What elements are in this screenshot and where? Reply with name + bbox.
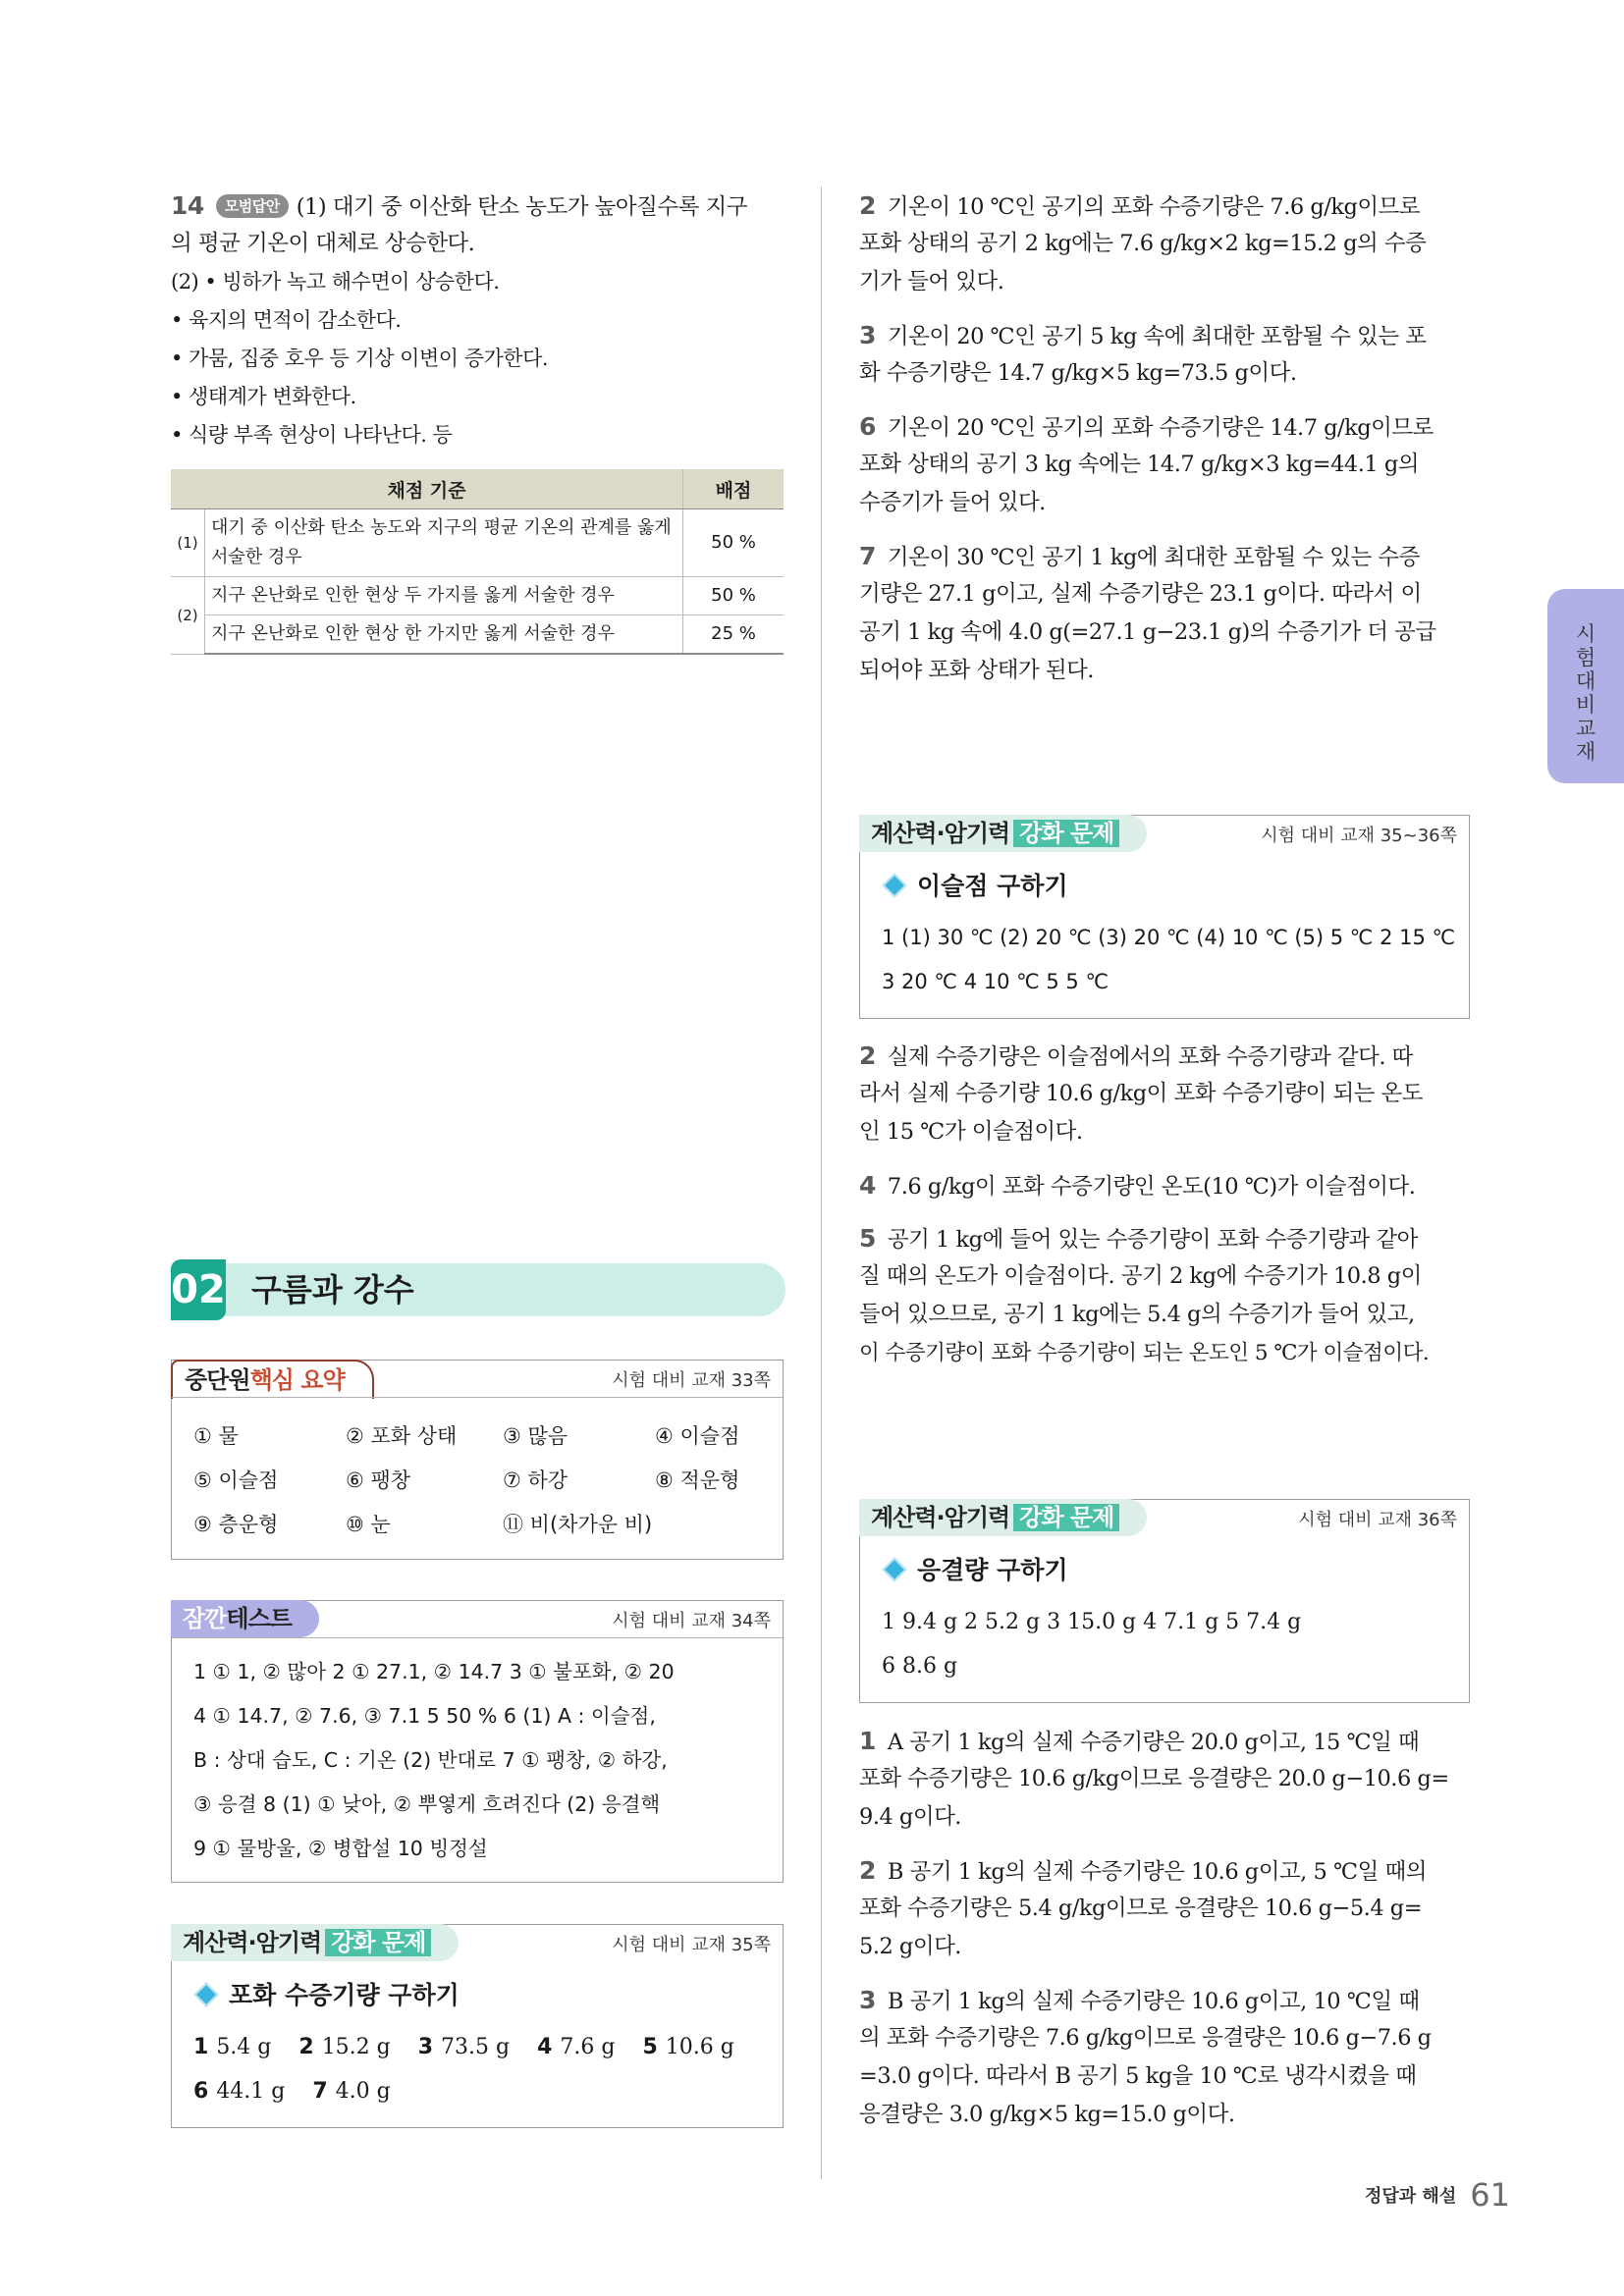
answer-line: 4 ① 14.7, ② 7.6, ③ 7.1 5 50 % 6 (1) A : 이슬점, xyxy=(193,1704,656,1728)
footer-label: 정답과 해설 xyxy=(1365,2186,1457,2207)
calc-practice-box xyxy=(171,1924,784,2128)
practice-subtitle: 이슬점 구하기 xyxy=(880,867,1068,902)
condensation-box xyxy=(859,1499,1470,1703)
textbook-reference: 시험 대비 교재 36쪽 xyxy=(1298,1510,1457,1530)
page-footer xyxy=(1365,2176,1510,2214)
answer-row: 6 8.6 g xyxy=(882,1654,958,1679)
answer-row: 3 20 ℃ 4 10 ℃ 5 5 ℃ xyxy=(882,970,1110,993)
textbook-reference: 시험 대비 교재 35~36쪽 xyxy=(1261,826,1457,846)
textbook-reference: 시험 대비 교재 33쪽 xyxy=(612,1370,771,1391)
textbook-reference: 시험 대비 교재 34쪽 xyxy=(612,1611,771,1631)
model-answer-badge: 모범답안 xyxy=(216,194,289,218)
answer-line: • 가뭄, 집중 호우 등 기상 이변이 증가한다. xyxy=(171,347,549,370)
section-title: 구름과 강수 xyxy=(251,1271,414,1308)
summary-box: 중단원핵심 요약 시험 대비 교재 33쪽 ① 물 ② 포화 상태 ③ 많음 ④ 이슬점 ⑤ 이슬점 ⑥ 팽창 ⑦ 하강 ⑧ 적운형 ⑨ 층운형 ⑩ 눈 ⑪ 비(차가운 비) xyxy=(171,1360,784,1560)
answer-line: 1 ① 1, ② 많아 2 ① 27.1, ② 14.7 3 ① 불포화, ② 20 xyxy=(193,1660,675,1683)
answer-line: 의 평균 기온이 대체로 상승한다. xyxy=(171,231,475,256)
side-tab-label: 시 험 대 비 교 재 xyxy=(1575,622,1597,764)
header-criteria: 채점 기준 xyxy=(171,469,683,509)
answer-line: • 식량 부족 현상이 나타난다. 등 xyxy=(171,423,453,447)
summary-box-title: 중단원핵심 요약 xyxy=(171,1360,374,1399)
section-heading xyxy=(171,1259,785,1320)
page-number: 61 xyxy=(1470,2176,1510,2214)
answer-row: 1 (1) 30 ℃ (2) 20 ℃ (3) 20 ℃ (4) 10 ℃ (5) 5 ℃ 2 15 ℃ xyxy=(882,926,1456,949)
practice-subtitle: 응결량 구하기 xyxy=(880,1551,1068,1586)
side-tab[interactable] xyxy=(1547,589,1624,783)
answer-line: B : 상대 습도, C : 기온 (2) 반대로 7 ① 팽창, ② 하강, xyxy=(193,1748,668,1772)
diamond-bullet-icon xyxy=(882,1557,906,1581)
answer-row: 6 44.1 g 7 4.0 g xyxy=(193,2079,391,2104)
answer-line: (2) • 빙하가 녹고 해수면이 상승한다. xyxy=(171,270,500,294)
column-divider xyxy=(821,187,822,2179)
answer-row: 1 5.4 g 2 15.2 g 3 73.5 g 4 7.6 g 5 10.6 g xyxy=(193,2035,734,2059)
answer-line: • 생태계가 변화한다. xyxy=(171,385,356,408)
calc-practice-title: 계산력·암기력 강화 문제 xyxy=(859,1499,1147,1536)
diamond-bullet-icon xyxy=(882,873,906,897)
question-number: 14 xyxy=(171,191,204,220)
table-row: 지구 온난화로 인한 현상 한 가지만 옳게 서술한 경우 25 % xyxy=(171,615,784,655)
calc-practice-title: 계산력·암기력 강화 문제 xyxy=(859,815,1147,852)
diamond-bullet-icon xyxy=(193,1982,218,2006)
calc-practice-title: 계산력·암기력 강화 문제 xyxy=(171,1924,459,1961)
quick-test-title: 잠깐테스트 xyxy=(171,1600,319,1637)
answer-line: ③ 응결 8 (1) ① 낮아, ② 뿌옇게 흐려진다 (2) 응결핵 xyxy=(193,1792,661,1816)
dew-point-box xyxy=(859,815,1470,1019)
quick-test-box xyxy=(171,1600,784,1883)
section-number: 02 xyxy=(171,1259,226,1320)
answer-line: (1) 대기 중 이산화 탄소 농도가 높아질수록 지구 xyxy=(296,194,747,220)
answer-row: 1 9.4 g 2 5.2 g 3 15.0 g 4 7.1 g 5 7.4 g xyxy=(882,1610,1302,1634)
header-points: 배점 xyxy=(683,469,785,509)
answer-line: 9 ① 물방울, ② 병합설 10 빙정설 xyxy=(193,1837,488,1860)
scoring-table xyxy=(171,469,784,655)
table-row: (2) 지구 온난화로 인한 현상 두 가지를 옳게 서술한 경우 50 % xyxy=(171,577,784,615)
table-row: (1) 대기 중 이산화 탄소 농도와 지구의 평균 기온의 관계를 옳게 서술한 경우 50 % xyxy=(171,509,784,577)
practice-subtitle: 포화 수증기량 구하기 xyxy=(191,1976,460,2011)
textbook-reference: 시험 대비 교재 35쪽 xyxy=(612,1935,771,1955)
answer-line: • 육지의 면적이 감소한다. xyxy=(171,308,402,332)
